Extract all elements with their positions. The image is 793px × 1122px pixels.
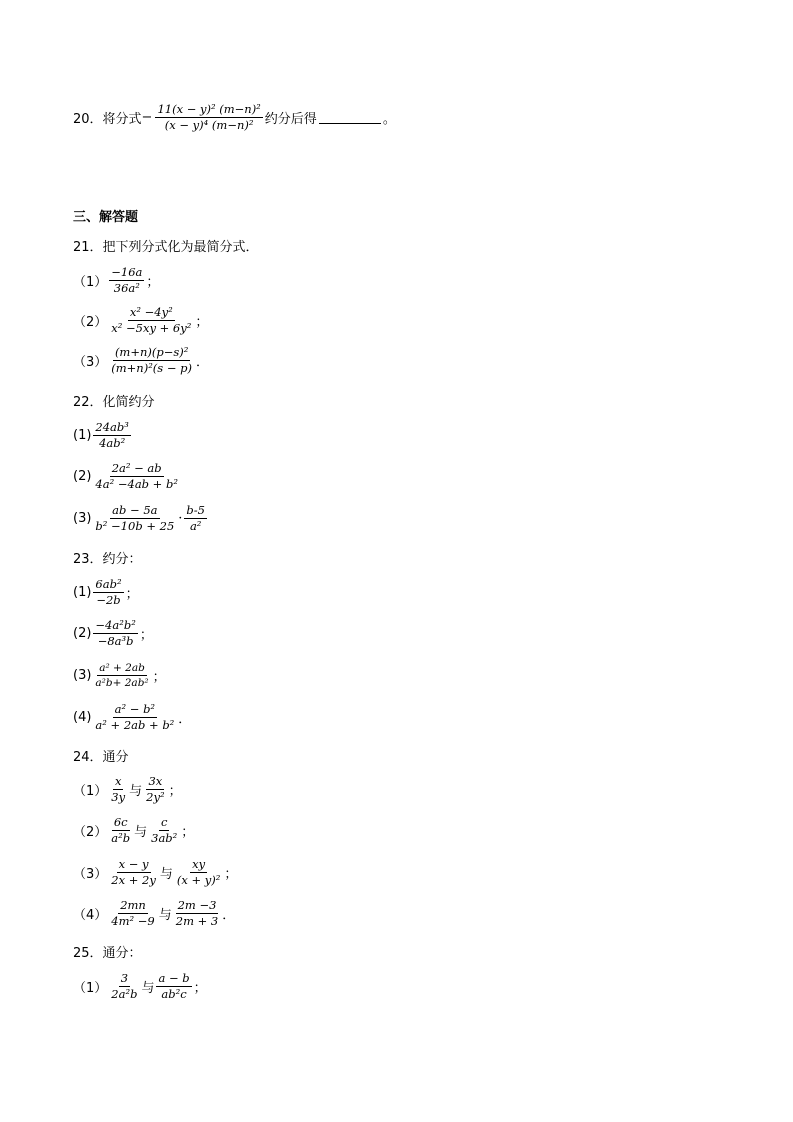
fraction-numerator: 2m −3 bbox=[176, 899, 219, 914]
fraction-numerator: −4a²b² bbox=[93, 619, 137, 634]
question-25-stem: 25．通分： bbox=[73, 946, 142, 961]
item-end: ． bbox=[222, 908, 236, 924]
fraction-numerator: x − y bbox=[117, 858, 151, 873]
fraction-denominator: 4ab² bbox=[99, 436, 126, 451]
item-label: （4） bbox=[73, 908, 108, 924]
fraction-denominator: 3ab² bbox=[151, 831, 178, 846]
fraction-denominator: 4m² −9 bbox=[111, 914, 155, 929]
question-21-item-2 bbox=[73, 306, 208, 335]
joiner: 与 bbox=[141, 981, 155, 997]
question-20-stem: 20．将分式 bbox=[73, 112, 142, 128]
fraction-second bbox=[156, 972, 191, 1001]
item-end: ． bbox=[178, 712, 192, 728]
question-24-item-2 bbox=[73, 816, 194, 845]
joiner: 与 bbox=[159, 867, 173, 883]
item-label: (2) bbox=[73, 626, 92, 642]
fraction-numerator: c bbox=[159, 816, 169, 831]
item-end: ； bbox=[224, 867, 238, 883]
fraction-numerator: 6c bbox=[112, 816, 130, 831]
fraction-numerator: 2mn bbox=[118, 899, 148, 914]
question-23-item-2 bbox=[73, 619, 153, 648]
question-22-item-1 bbox=[73, 421, 133, 450]
fraction-denominator: (m+n)²(s − p) bbox=[111, 361, 192, 376]
question-21-item-3 bbox=[73, 346, 209, 375]
item-label: （2） bbox=[73, 315, 108, 331]
fraction-numerator: 11(x − y)² (m−n)² bbox=[155, 103, 262, 118]
fraction-denominator: 3y bbox=[111, 790, 126, 805]
question-20-end: 。 bbox=[382, 112, 396, 128]
fraction-second bbox=[144, 775, 166, 804]
question-20-text-after: 约分后得 bbox=[264, 112, 317, 128]
item-label: (3) bbox=[73, 511, 92, 527]
question-21-stem: 21．把下列分式化为最简分式． bbox=[73, 240, 259, 255]
question-22-item-2 bbox=[73, 462, 182, 491]
fraction-denominator: 2x + 2y bbox=[111, 873, 156, 888]
fraction bbox=[109, 306, 193, 335]
fraction-numerator: 6ab² bbox=[93, 578, 123, 593]
fraction-numerator: (m+n)(p−s)² bbox=[113, 346, 190, 361]
question-20 bbox=[73, 103, 396, 132]
fraction bbox=[93, 421, 130, 450]
question-23-item-3 bbox=[73, 662, 166, 689]
question-22-stem: 22．化简约分 bbox=[73, 395, 155, 410]
fraction-denominator: (x + y)² bbox=[176, 873, 221, 888]
item-label: （3） bbox=[73, 355, 108, 371]
question-24-item-3 bbox=[73, 858, 237, 887]
fraction bbox=[109, 266, 144, 295]
fraction-numerator: ab − 5a bbox=[110, 504, 159, 519]
item-end: ； bbox=[125, 587, 139, 603]
fraction-numerator: a² − b² bbox=[113, 703, 157, 718]
minus-sign: − bbox=[141, 110, 153, 126]
item-label: (2) bbox=[73, 469, 92, 485]
fraction-denominator: 2a²b bbox=[111, 987, 138, 1002]
fraction-denominator: (x − y)⁴ (m−n)² bbox=[164, 118, 254, 133]
fraction-denominator: ab²c bbox=[161, 987, 187, 1002]
question-23-stem: 23．约分： bbox=[73, 552, 142, 567]
fraction-second bbox=[174, 899, 221, 928]
fraction-denominator: −2b bbox=[96, 593, 121, 608]
item-end: ； bbox=[168, 784, 182, 800]
joiner: 与 bbox=[129, 784, 143, 800]
item-label: （2） bbox=[73, 825, 108, 841]
item-end: ； bbox=[195, 315, 209, 331]
fraction-denominator: 36a² bbox=[113, 281, 140, 296]
fraction-first bbox=[109, 775, 127, 804]
fraction-second bbox=[184, 504, 207, 533]
fraction-numerator: 24ab³ bbox=[93, 421, 130, 436]
fraction-numerator: x² −4y² bbox=[128, 306, 175, 321]
fraction-denominator: −8a³b bbox=[97, 634, 134, 649]
fraction bbox=[109, 346, 194, 375]
multiply-dot: · bbox=[178, 511, 183, 527]
item-label: (1) bbox=[73, 585, 92, 601]
fraction-denominator: b² −10b + 25 bbox=[95, 519, 175, 534]
fraction-numerator: 3x bbox=[146, 775, 164, 790]
item-end: ； bbox=[152, 670, 166, 686]
question-24-stem: 24．通分 bbox=[73, 750, 129, 765]
joiner: 与 bbox=[158, 908, 172, 924]
fraction bbox=[93, 578, 123, 607]
item-label: （1） bbox=[73, 981, 108, 997]
fraction-second bbox=[149, 816, 179, 845]
fraction-numerator: 2a² − ab bbox=[110, 462, 164, 477]
item-label: （3） bbox=[73, 867, 108, 883]
fraction-denominator: a²b+ 2ab² bbox=[95, 677, 149, 690]
item-label: (3) bbox=[73, 668, 92, 684]
item-end: ； bbox=[193, 981, 207, 997]
item-label: (1) bbox=[73, 428, 92, 444]
fraction bbox=[93, 662, 150, 689]
question-20-fraction bbox=[155, 103, 262, 132]
item-end: ． bbox=[196, 355, 210, 371]
item-end: ； bbox=[181, 825, 195, 841]
item-label: （1） bbox=[73, 784, 108, 800]
question-24-item-4 bbox=[73, 899, 235, 928]
fraction-denominator: a²b bbox=[111, 831, 131, 846]
question-21-item-1 bbox=[73, 266, 159, 295]
fraction-first bbox=[109, 858, 158, 887]
fraction-denominator: a² bbox=[189, 519, 202, 534]
fraction-numerator: b-5 bbox=[184, 504, 207, 519]
fraction-denominator: 4a² −4ab + b² bbox=[95, 477, 178, 492]
answer-blank[interactable] bbox=[319, 111, 381, 124]
question-24-item-1 bbox=[73, 775, 182, 804]
item-end: ； bbox=[146, 275, 160, 291]
fraction-denominator: 2m + 3 bbox=[175, 914, 219, 929]
question-23-item-1 bbox=[73, 578, 139, 607]
joiner: 与 bbox=[134, 825, 148, 841]
fraction-first bbox=[109, 972, 139, 1001]
fraction-numerator: x bbox=[113, 775, 124, 790]
fraction bbox=[93, 703, 176, 732]
fraction bbox=[93, 619, 137, 648]
fraction-first bbox=[109, 816, 132, 845]
fraction-numerator: a − b bbox=[156, 972, 191, 987]
fraction bbox=[93, 462, 180, 491]
fraction-second bbox=[175, 858, 223, 887]
item-label: （1） bbox=[73, 275, 108, 291]
fraction-numerator: a² + 2ab bbox=[97, 662, 147, 676]
fraction bbox=[93, 504, 176, 533]
question-22-item-3 bbox=[73, 504, 209, 533]
question-23-item-4 bbox=[73, 703, 191, 732]
item-end: ； bbox=[139, 628, 153, 644]
fraction-denominator: x² −5xy + 6y² bbox=[111, 321, 192, 336]
item-label: (4) bbox=[73, 710, 92, 726]
question-25-item-1 bbox=[73, 972, 207, 1001]
fraction-numerator: 3 bbox=[119, 972, 130, 987]
fraction-first bbox=[109, 899, 156, 928]
fraction-denominator: a² + 2ab + b² bbox=[95, 718, 175, 733]
fraction-numerator: xy bbox=[190, 858, 207, 873]
fraction-denominator: 2y² bbox=[146, 790, 165, 805]
section-title: 三、解答题 bbox=[73, 210, 139, 225]
fraction-numerator: −16a bbox=[109, 266, 144, 281]
